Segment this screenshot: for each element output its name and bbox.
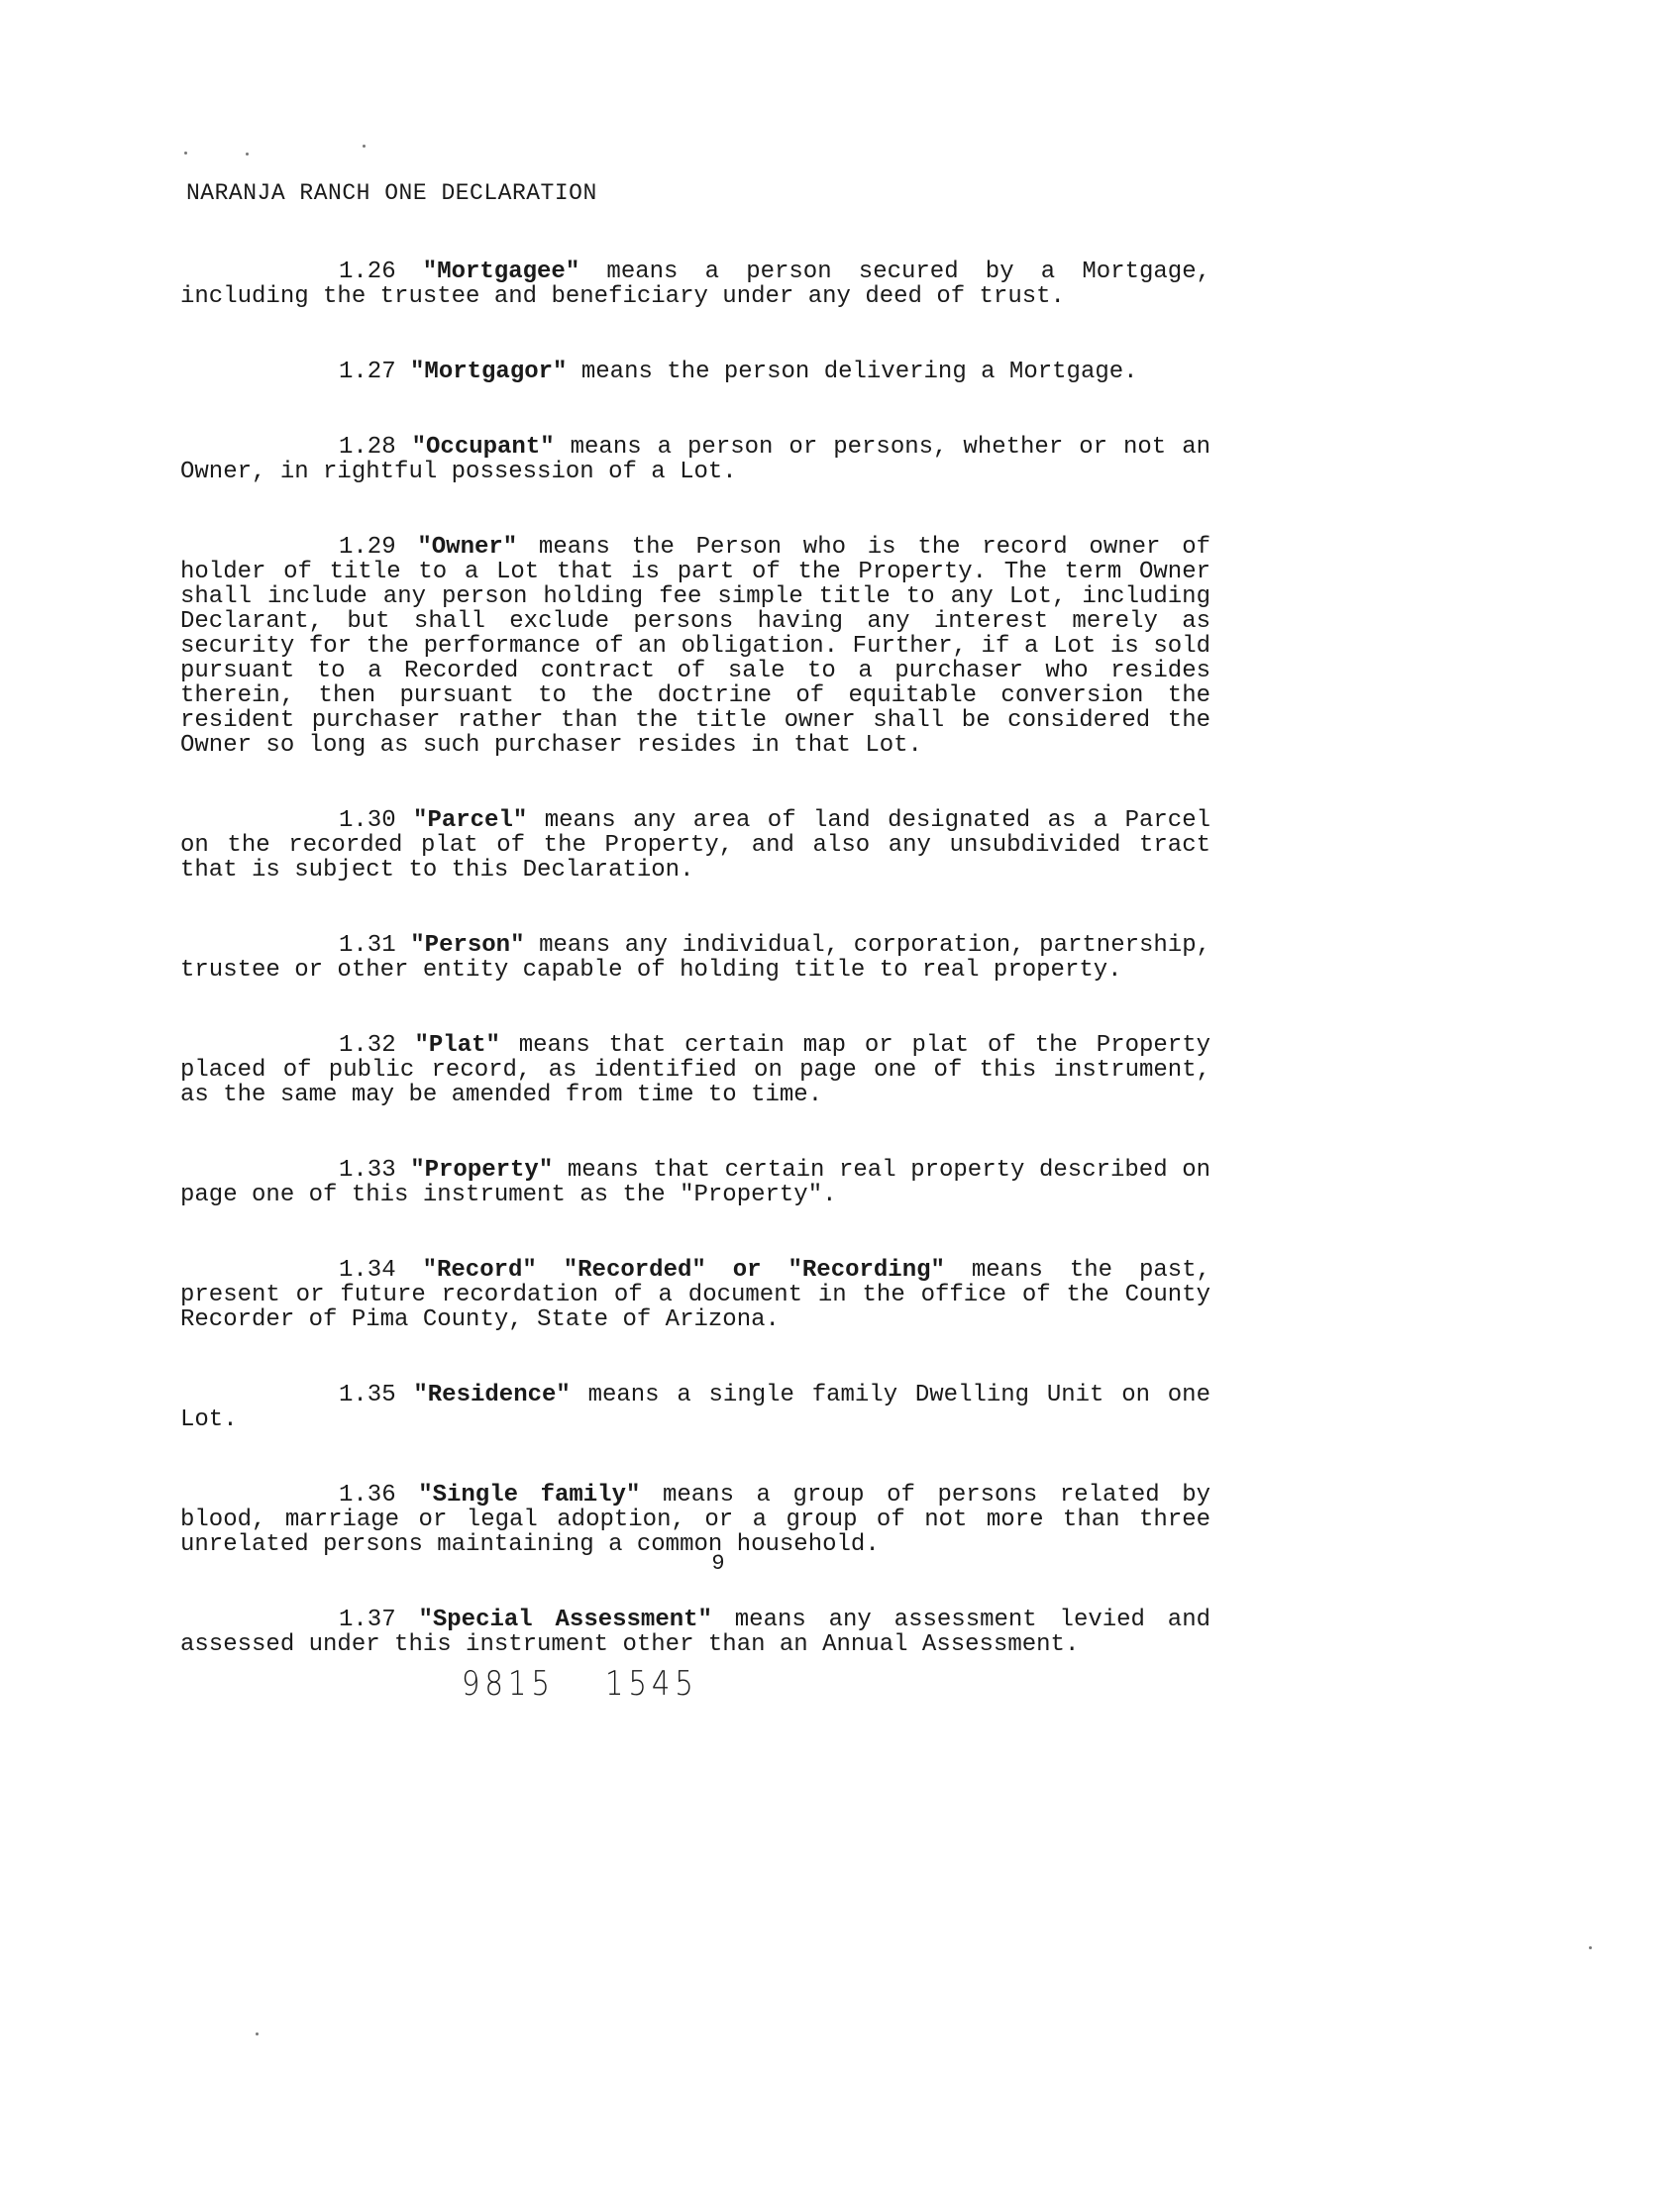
definition-number: 1.33 <box>339 1157 396 1184</box>
definition-number: 1.29 <box>339 534 396 561</box>
defined-term: "Occupant" <box>411 434 555 461</box>
definition-1-32 <box>180 1033 1210 1107</box>
definition-text: means any area of land designated as a Parcel on the recorded plat of the Property, and also any unsubdivided tract that is subject to this Declaration. <box>180 807 1210 884</box>
scan-speck <box>363 145 366 148</box>
definition-1-26 <box>180 260 1210 309</box>
defined-term: "Mortgagor" <box>410 359 568 385</box>
definition-number: 1.30 <box>339 807 396 834</box>
definition-1-31 <box>180 933 1210 983</box>
defined-term: "Record" "Recorded" or "Recording" <box>422 1257 945 1284</box>
definitions-section <box>180 260 1210 1708</box>
definition-1-33 <box>180 1158 1210 1207</box>
page-number: 9 <box>711 1551 725 1576</box>
definition-1-34 <box>180 1258 1210 1332</box>
definition-number: 1.36 <box>339 1482 396 1509</box>
definition-text: means the Person who is the record owner of holder of title to a Lot that is part of the Property. The term Owner shall include any person holding fee simple title to any Lot, including Declarant, but shall exclude persons having any interest merely as security for the performance of an obligation. Further, if a Lot is sold pursuant to a Recorded contract of sale to a purchaser who resides therein, then pursuant to the doctrine of equitable conversion the resident purchaser rather than the title owner shall be considered the Owner so long as such purchaser resides in that Lot. <box>180 534 1210 759</box>
definition-number: 1.27 <box>339 359 396 385</box>
defined-term: "Person" <box>410 932 525 959</box>
defined-term: "Plat" <box>414 1032 500 1059</box>
scan-speck <box>1589 1946 1592 1949</box>
definition-number: 1.35 <box>339 1382 396 1408</box>
definition-1-28 <box>180 435 1210 484</box>
definition-text: means that certain map or plat of the Property placed of public record, as identified on page one of this instrument, as the same may be amended from time to time. <box>180 1032 1210 1108</box>
definition-text: means any individual, corporation, partnership, trustee or other entity capable of holding title to real property. <box>180 932 1211 984</box>
definition-text: means a person secured by a Mortgage, including the trustee and beneficiary under any deed of trust. <box>180 259 1210 310</box>
definition-number: 1.28 <box>339 434 396 461</box>
definition-number: 1.26 <box>339 259 396 285</box>
defined-term: "Parcel" <box>413 807 528 834</box>
definition-number: 1.37 <box>339 1607 396 1633</box>
definition-text: means a group of persons related by blood, marriage or legal adoption, or a group of not more than three unrelated persons maintaining a common household. <box>180 1482 1211 1558</box>
scan-speck <box>246 153 249 156</box>
definition-number: 1.31 <box>339 932 396 959</box>
document-header: NARANJA RANCH ONE DECLARATION <box>186 180 597 206</box>
definition-1-35 <box>180 1383 1210 1432</box>
definition-text: means that certain real property described on page one of this instrument as the "Property". <box>180 1157 1210 1208</box>
scan-speck <box>256 2032 259 2035</box>
definition-text: means a person or persons, whether or not an Owner, in rightful possession of a Lot. <box>180 434 1211 485</box>
definition-1-36 <box>180 1483 1210 1557</box>
definition-1-29 <box>180 535 1210 758</box>
definition-text: means the past, present or future recordation of a document in the office of the County Recorder of Pima County, State of Arizona. <box>180 1257 1211 1333</box>
defined-term: "Owner" <box>417 534 518 561</box>
defined-term: "Property" <box>410 1157 554 1184</box>
stamp-docket: 9815 <box>462 1664 555 1704</box>
defined-term: "Single family" <box>418 1482 641 1509</box>
definition-number: 1.32 <box>339 1032 396 1059</box>
definition-1-37 <box>180 1608 1210 1657</box>
stamp-page: 1545 <box>604 1664 698 1704</box>
recording-stamp <box>462 1664 749 1704</box>
definition-1-27 <box>180 360 1210 384</box>
defined-term: "Mortgagee" <box>422 259 580 285</box>
definition-text: means a single family Dwelling Unit on one Lot. <box>180 1382 1210 1433</box>
definition-text: means the person delivering a Mortgage. <box>567 359 1138 385</box>
defined-term: "Residence" <box>413 1382 571 1408</box>
scan-speck <box>184 152 187 155</box>
definition-number: 1.34 <box>339 1257 396 1284</box>
definition-text: means any assessment levied and assessed under this instrument other than an Annual Assessment. <box>180 1607 1210 1658</box>
definition-1-30 <box>180 808 1210 883</box>
defined-term: "Special Assessment" <box>418 1607 712 1633</box>
